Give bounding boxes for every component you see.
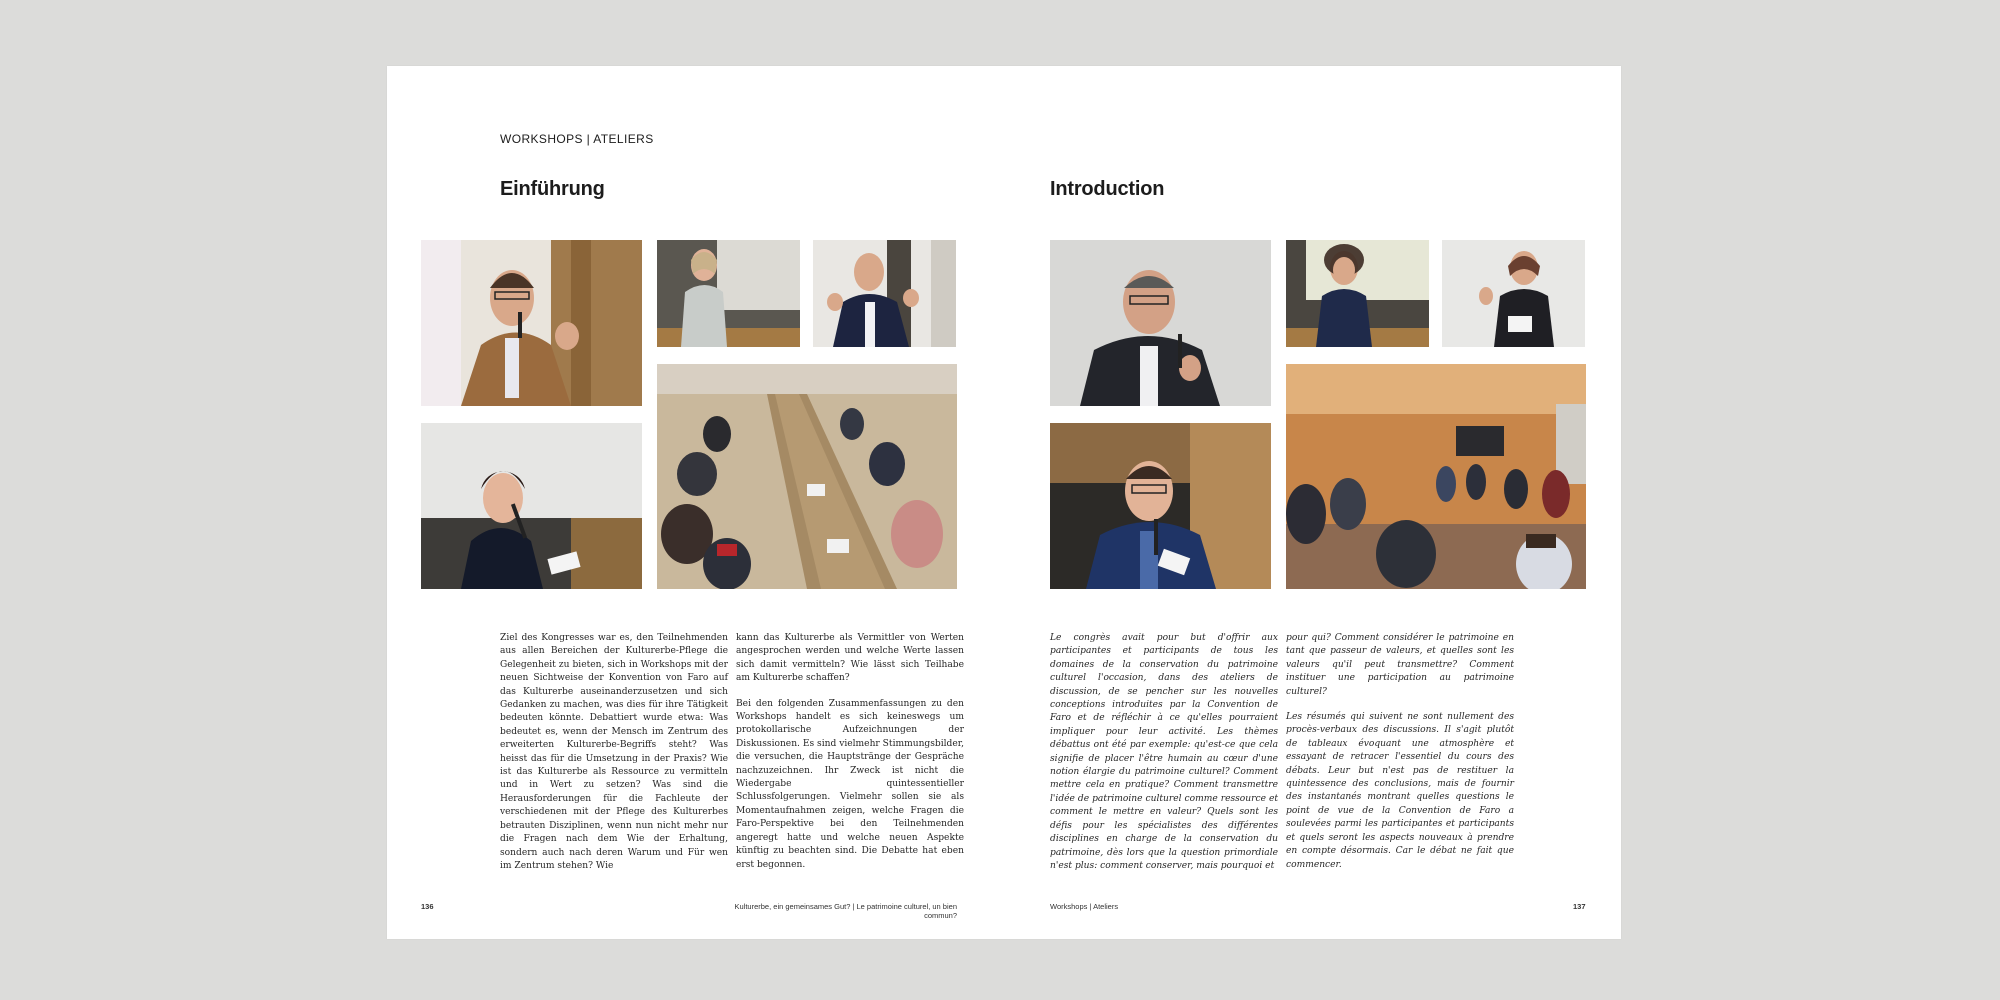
- photo-woman-curly-hair: [1286, 240, 1429, 347]
- book-spread: [387, 66, 1621, 939]
- running-footer-left: Kulturerbe, ein gemeinsames Gut? | Le patrimoine culturel, un bien commun?: [734, 902, 957, 920]
- paragraph: Ziel des Kongresses war es, den Teilnehmenden aus allen Bereichen der Kulturerbe-Pflege die Gelegenheit zu bieten, sich in Workshops mit der neuen Sichtweise der Konvention von Faro auf das Kulturerbe auseinanderzusetzen und sich Gedanken zu machen, was dies für ihre Tätigkeit bedeuten könnte. Debattiert wurde etwa: Was bedeutet es, wenn der Mensch im Zentrum des erweiterten Kulturerbe-Begriffs steht? Was heisst das für die Umsetzung in der Praxis? Wie ist das Kulturerbe als Ressource zu vermitteln und in Wert zu setzen? Was sind die Herausforderungen für die Fachleute der verschiedenen mit der Pflege des Kulturerbes betrauten Disziplinen, wenn nun nicht mehr nur die Fragen nach dem Wie der Erhaltung, sondern auch nach deren Warum und Für wen im Zentrum stehen? Wie: [500, 633, 728, 871]
- photo-man-blue-suit: [1050, 423, 1271, 589]
- paragraph: kann das Kulturerbe als Vermittler von Werten angesprochen werden und welche Werte lassen sich damit vermitteln? Wie lässt sich Teilhabe am Kulturerbe schaffen?: [736, 633, 964, 684]
- photo-man-gesturing: [813, 240, 956, 347]
- body-text-german-col2: [736, 632, 964, 884]
- section-label: WORKSHOPS | ATELIERS: [500, 132, 654, 146]
- paragraph: Les résumés qui suivent ne sont nullement des procès-verbaux des discussions. Il s'agit plutôt de tableaux évoquant une atmosphère et essayant de retracer l'essentiel du cours des débats. Leur but n'est pas de restituer la quintessence des conclusions, mais de fournir des instantanés montrant quelles questions le point de vue de la Convention de Faro a soulevées parmi les participantes et participants et quels seront les aspects nouveaux à prendre en compte désormais. Car le débat ne fait que commencer.: [1286, 712, 1514, 870]
- running-footer-right: Workshops | Ateliers: [1050, 902, 1119, 911]
- paragraph: pour qui? Comment considérer le patrimoine en tant que passeur de valeurs, et quelles sont les valeurs qu'il peut transmettre? Comment instituer une participation au patrimoine culturel?: [1286, 633, 1514, 697]
- page-number-left: 136: [421, 902, 434, 911]
- photo-woman-lectern: [657, 240, 800, 347]
- page-title-german: Einführung: [500, 178, 605, 200]
- body-text-french-col1: [1050, 632, 1278, 885]
- page-title-french: Introduction: [1050, 178, 1165, 200]
- photo-discussion-room: [1286, 364, 1586, 589]
- photo-woman-speaking: [1442, 240, 1585, 347]
- body-text-french-col2: [1286, 632, 1514, 884]
- paragraph: Le congrès avait pour but d'offrir aux participantes et participants de tous les domaines de la conservation du patrimoine culturel l'occasion, dans des ateliers de discussion, de se pencher sur les nouvelles conceptions introduites par la Convention de Faro et de réfléchir à ce qu'elles pourraient impliquer pour leur activité. Les thèmes débattus ont été par exemple: qu'est-ce que cela signifie de placer l'être humain au cœur d'une notion élargie du patrimoine culturel? Comment mettre cela en pratique? Comment transmettre l'idée de patrimoine culturel comme ressource et comment le mettre en valeur? Quels sont les défis pour les spécialistes des différentes disciplines en charge de la conservation du patrimoine, dès lors que la question primordiale n'est plus: comment conserver, mais pourquoi et: [1050, 633, 1278, 871]
- photo-group-table-outdoor: [657, 364, 957, 589]
- paragraph: Bei den folgenden Zusammenfassungen zu den Workshops handelt es sich keineswegs um protokollarische Aufzeichnungen der Diskussionen. Es sind vielmehr Stimmungsbilder, die versuchen, die Hauptstränge der Gespräche nachzuzeichnen. Ihr Zweck ist nicht die Wiedergabe quintessentieller Schlussfolgerungen. Vielmehr sollen sie als Momentaufnahmen zeigen, welche Fragen die Faro-Perspektive bei den Teilnehmenden angeregt hatte und welche neuen Aspekte künftig zu beachten sind. Die Debatte hat eben erst begonnen.: [736, 698, 964, 870]
- photo-man-glasses-microphone: [1050, 240, 1271, 406]
- page-number-right: 137: [1573, 902, 1586, 911]
- photo-woman-microphone: [421, 423, 642, 589]
- body-text-german-col1: [500, 632, 728, 885]
- photo-speaker-brown-jacket: [421, 240, 642, 406]
